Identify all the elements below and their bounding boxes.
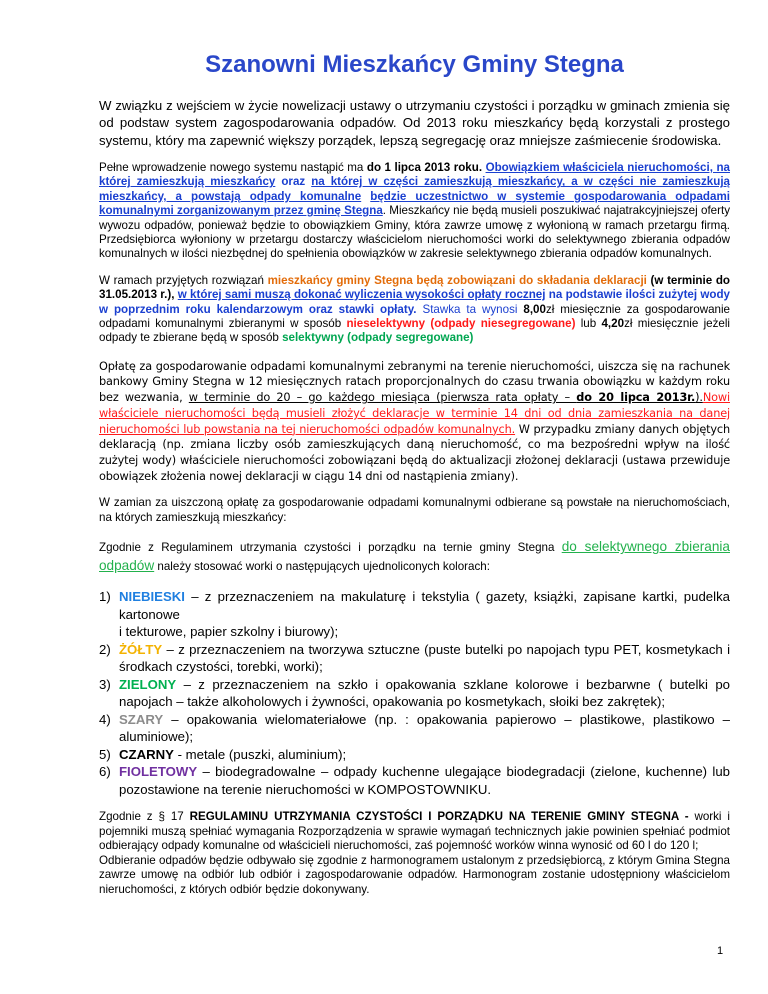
- page-number: 1: [717, 945, 724, 957]
- list-text: – opakowania wielomateriałowe (np. : opakowania papierowo – plastikowe, plastikowo – aluminiowe);: [119, 711, 730, 745]
- text-run: na podstawie ilości zużytej wody w poprzednim roku kalendarzowym oraz stawki opłaty.: [99, 288, 731, 316]
- list-item: [99, 763, 730, 798]
- bag-color-green: ZIELONY: [119, 676, 177, 692]
- declaration-paragraph: [99, 274, 730, 346]
- text-run: [361, 190, 370, 203]
- fee-sorted: 4,20: [601, 316, 625, 330]
- list-item: [99, 746, 730, 764]
- text-run: ).: [695, 391, 703, 405]
- list-text: i tekturowe, papier szkolny i biurowy);: [119, 624, 339, 640]
- system-paragraph: [99, 161, 730, 262]
- list-number: 5): [99, 746, 111, 762]
- new-owners-notice: Nowi właściciele nieruchomości będą musieli złożyć deklaracje w terminie 14 dni od dnia zamieszkania na danej nieruchomości lub powstania na tej nieruchomości odpadów komunalnych.: [99, 391, 730, 436]
- first-installment-date: do 20 lipca 2013r.: [576, 391, 696, 405]
- list-number: 3): [99, 676, 111, 692]
- text-run: Pełne wprowadzenie nowego systemu nastąpić ma: [99, 160, 367, 174]
- deadline-date: do 1 lipca 2013 roku.: [366, 160, 483, 174]
- declaration-highlight: mieszkańcy gminy Stegna będą zobowiązani do składania deklaracji: [267, 273, 647, 287]
- text-run: . Mieszkańcy nie będą musieli poszukiwać najatrakcyjniejszej oferty wywozu odpadów, ponieważ będzie to obowiązkiem Gminy, która zawrze umowę z wyłonioną w ramach przetargu firmą. Przedsiębiorca wyłoniony w przetargu dostarczy właścicielom nieruchomości worki do selektywnego zbierania odpadów komunalnych w ilości niezbędnej do spełnienia obowiązków w zakresie selektywnego zbierania odpadów komunalnych.: [99, 204, 730, 261]
- obligation-text: na której w części zamieszkują mieszkańcy, a w części nie zamieszkują mieszkańcy, a powstają odpady komunalne: [99, 175, 730, 203]
- text-run: W przypadku zmiany danych objętych deklaracją (np. zmiana liczby osób zamieszkujących daną nieruchomość, co ma bezpośredni wpływ na ilość zużytej wody) właściciele nieruchomości zobowiązani będą do aktualizacji złożonej deklaracji (ustawa przewiduje obowiązek złożenia nowej deklaracji w ciągu 14 dni od nastąpienia zmiany).: [99, 422, 731, 483]
- bag-color-blue: NIEBIESKI: [119, 589, 185, 605]
- bag-color-yellow: ŻÓŁTY: [119, 641, 163, 657]
- list-item: [99, 676, 730, 711]
- list-number: 6): [99, 764, 111, 780]
- text-run: W ramach przyjętych rozwiązań: [99, 273, 268, 287]
- text-run: zł miesięcznie za gospodarowanie odpadami komunalnymi zbieranymi w sposób: [99, 302, 731, 330]
- text-run: Odbieranie odpadów będzie odbywało się zgodnie z harmonogramem ustalonym z przedsiębiorcą, z którym Gmina Stegna zawrze umowę na odbiór lub odbiór i zagospodarowanie odpadów. Harmonogram zostanie udostępniony właścicielom nieruchomości, z których odbiór będzie dokonywany.: [99, 853, 730, 896]
- unsorted-label: nieselektywny (odpady niesegregowane): [346, 316, 576, 330]
- list-number: 1): [99, 589, 111, 605]
- text-run: lub: [575, 316, 602, 330]
- collection-paragraph: W zamian za uiszczoną opłatę za gospodarowanie odpadami komunalnymi odbierane są powstałe na nieruchomościach, na których zamieszkują mieszkańcy:: [99, 496, 730, 524]
- payment-deadline: w terminie do 20 – go każdego miesiąca (pierwsza rata opłaty –: [188, 391, 577, 405]
- text-run: zł miesięcznie jeżeli odpady te zbierane będą w sposób: [99, 316, 730, 345]
- list-number: 2): [99, 641, 111, 657]
- sorted-label: selektywny (odpady segregowane): [282, 331, 474, 345]
- text-run: Zgodnie z Regulaminem utrzymania czystości i porządku na ternie gminy Stegna: [99, 541, 562, 555]
- text-run: worki i pojemniki muszą spełniać wymagania Rozporządzenia w sprawie wymagań technicznych jakie powinien spełniać podmiot odbierający odpady komunalne od właścicieli nieruchomości, zaś pojemność worków winna wynosić od 60 l do 120 l;: [99, 810, 730, 853]
- payment-paragraph: [99, 359, 730, 485]
- bag-color-list: [99, 588, 730, 798]
- list-item: [99, 588, 730, 641]
- selective-collection-text: do selektywnego zbierania odpadów: [99, 539, 730, 574]
- obligation-text: będzie uczestnictwo w systemie gospodarowania odpadami komunalnymi zorganizowanym przez gminę Stegna: [99, 189, 730, 218]
- text-run: oraz: [275, 175, 312, 189]
- document-page: [99, 50, 730, 897]
- document-title: Szanowni Mieszkańcy Gminy Stegna: [205, 51, 624, 78]
- fee-unsorted: 8,00: [523, 302, 546, 316]
- bags-requirements-paragraph: [99, 810, 730, 897]
- text-run: Zgodnie z § 17: [99, 810, 190, 824]
- list-item: [99, 711, 730, 746]
- text-run: Opłatę za gospodarowanie odpadami komunalnymi zebranymi na terenie nieruchomości, uiszcza się na rachunek bankowy Gminy Stegna w 12 miesięcznych ratach proporcjonalnych do czasu trwania obowiązku w każdym roku bez wezwania,: [99, 359, 730, 405]
- declaration-deadline: (w terminie do 31.05.2013 r.),: [99, 273, 730, 302]
- text-run: należy stosować worki o następujących ujednoliconych kolorach:: [154, 560, 490, 574]
- list-text: – biodegradowalne – odpady kuchenne ulegające biodegradacji (zielone, kuchenne) lub pozostawione na terenie nieruchomości w KOMPOSTOWNIKU.: [119, 764, 730, 797]
- list-text: - metale (puszki, aluminium);: [173, 746, 347, 762]
- intro-paragraph: W związku z wejściem w życie nowelizacji ustawy o utrzymaniu czystości i porządku w gminach zmienia się od podstaw system zagospodarowania odpadów. Od 2013 roku mieszkańcy będą korzystali z prostego systemu, który ma zapewnić większy porządek, lepszą segregację oraz mniejsze zaśmiecenie środowiska.: [99, 98, 730, 148]
- obligation-text: Obowiązkiem właściciela nieruchomości, na której zamieszkują mieszkańcy: [99, 160, 730, 189]
- list-text: – z przeznaczeniem na szkło i opakowania szklane kolorowe i bezbarwne ( butelki po napojach – także alkoholowych i żywności, opakowania po kosmetykach, słoiki bez zakrętek);: [119, 676, 730, 710]
- list-text: – z przeznaczeniem na makulaturę i tekstylia ( gazety, książki, zapisane kartki, pudelka kartonowe: [119, 589, 730, 622]
- text-run: Stawka ta wynosi: [416, 302, 524, 316]
- regulation-paragraph: [99, 538, 730, 576]
- list-number: 4): [99, 711, 111, 727]
- bag-color-violet: FIOLETOWY: [119, 764, 198, 780]
- list-item: [99, 641, 730, 676]
- bag-color-black: CZARNY: [119, 746, 174, 762]
- fee-calculation-text: w której sami muszą dokonać wyliczenia wysokości opłaty rocznej: [177, 288, 546, 302]
- regulation-title: REGULAMINU UTRZYMANIA CZYSTOŚCI I PORZĄDKU NA TERENIE GMINY STEGNA -: [189, 810, 689, 824]
- list-text: – z przeznaczeniem na tworzywa sztuczne (puste butelki po napojach typu PET, kosmetykach i środkach czystości, torebki, worki);: [119, 641, 730, 675]
- bag-color-gray: SZARY: [119, 711, 164, 727]
